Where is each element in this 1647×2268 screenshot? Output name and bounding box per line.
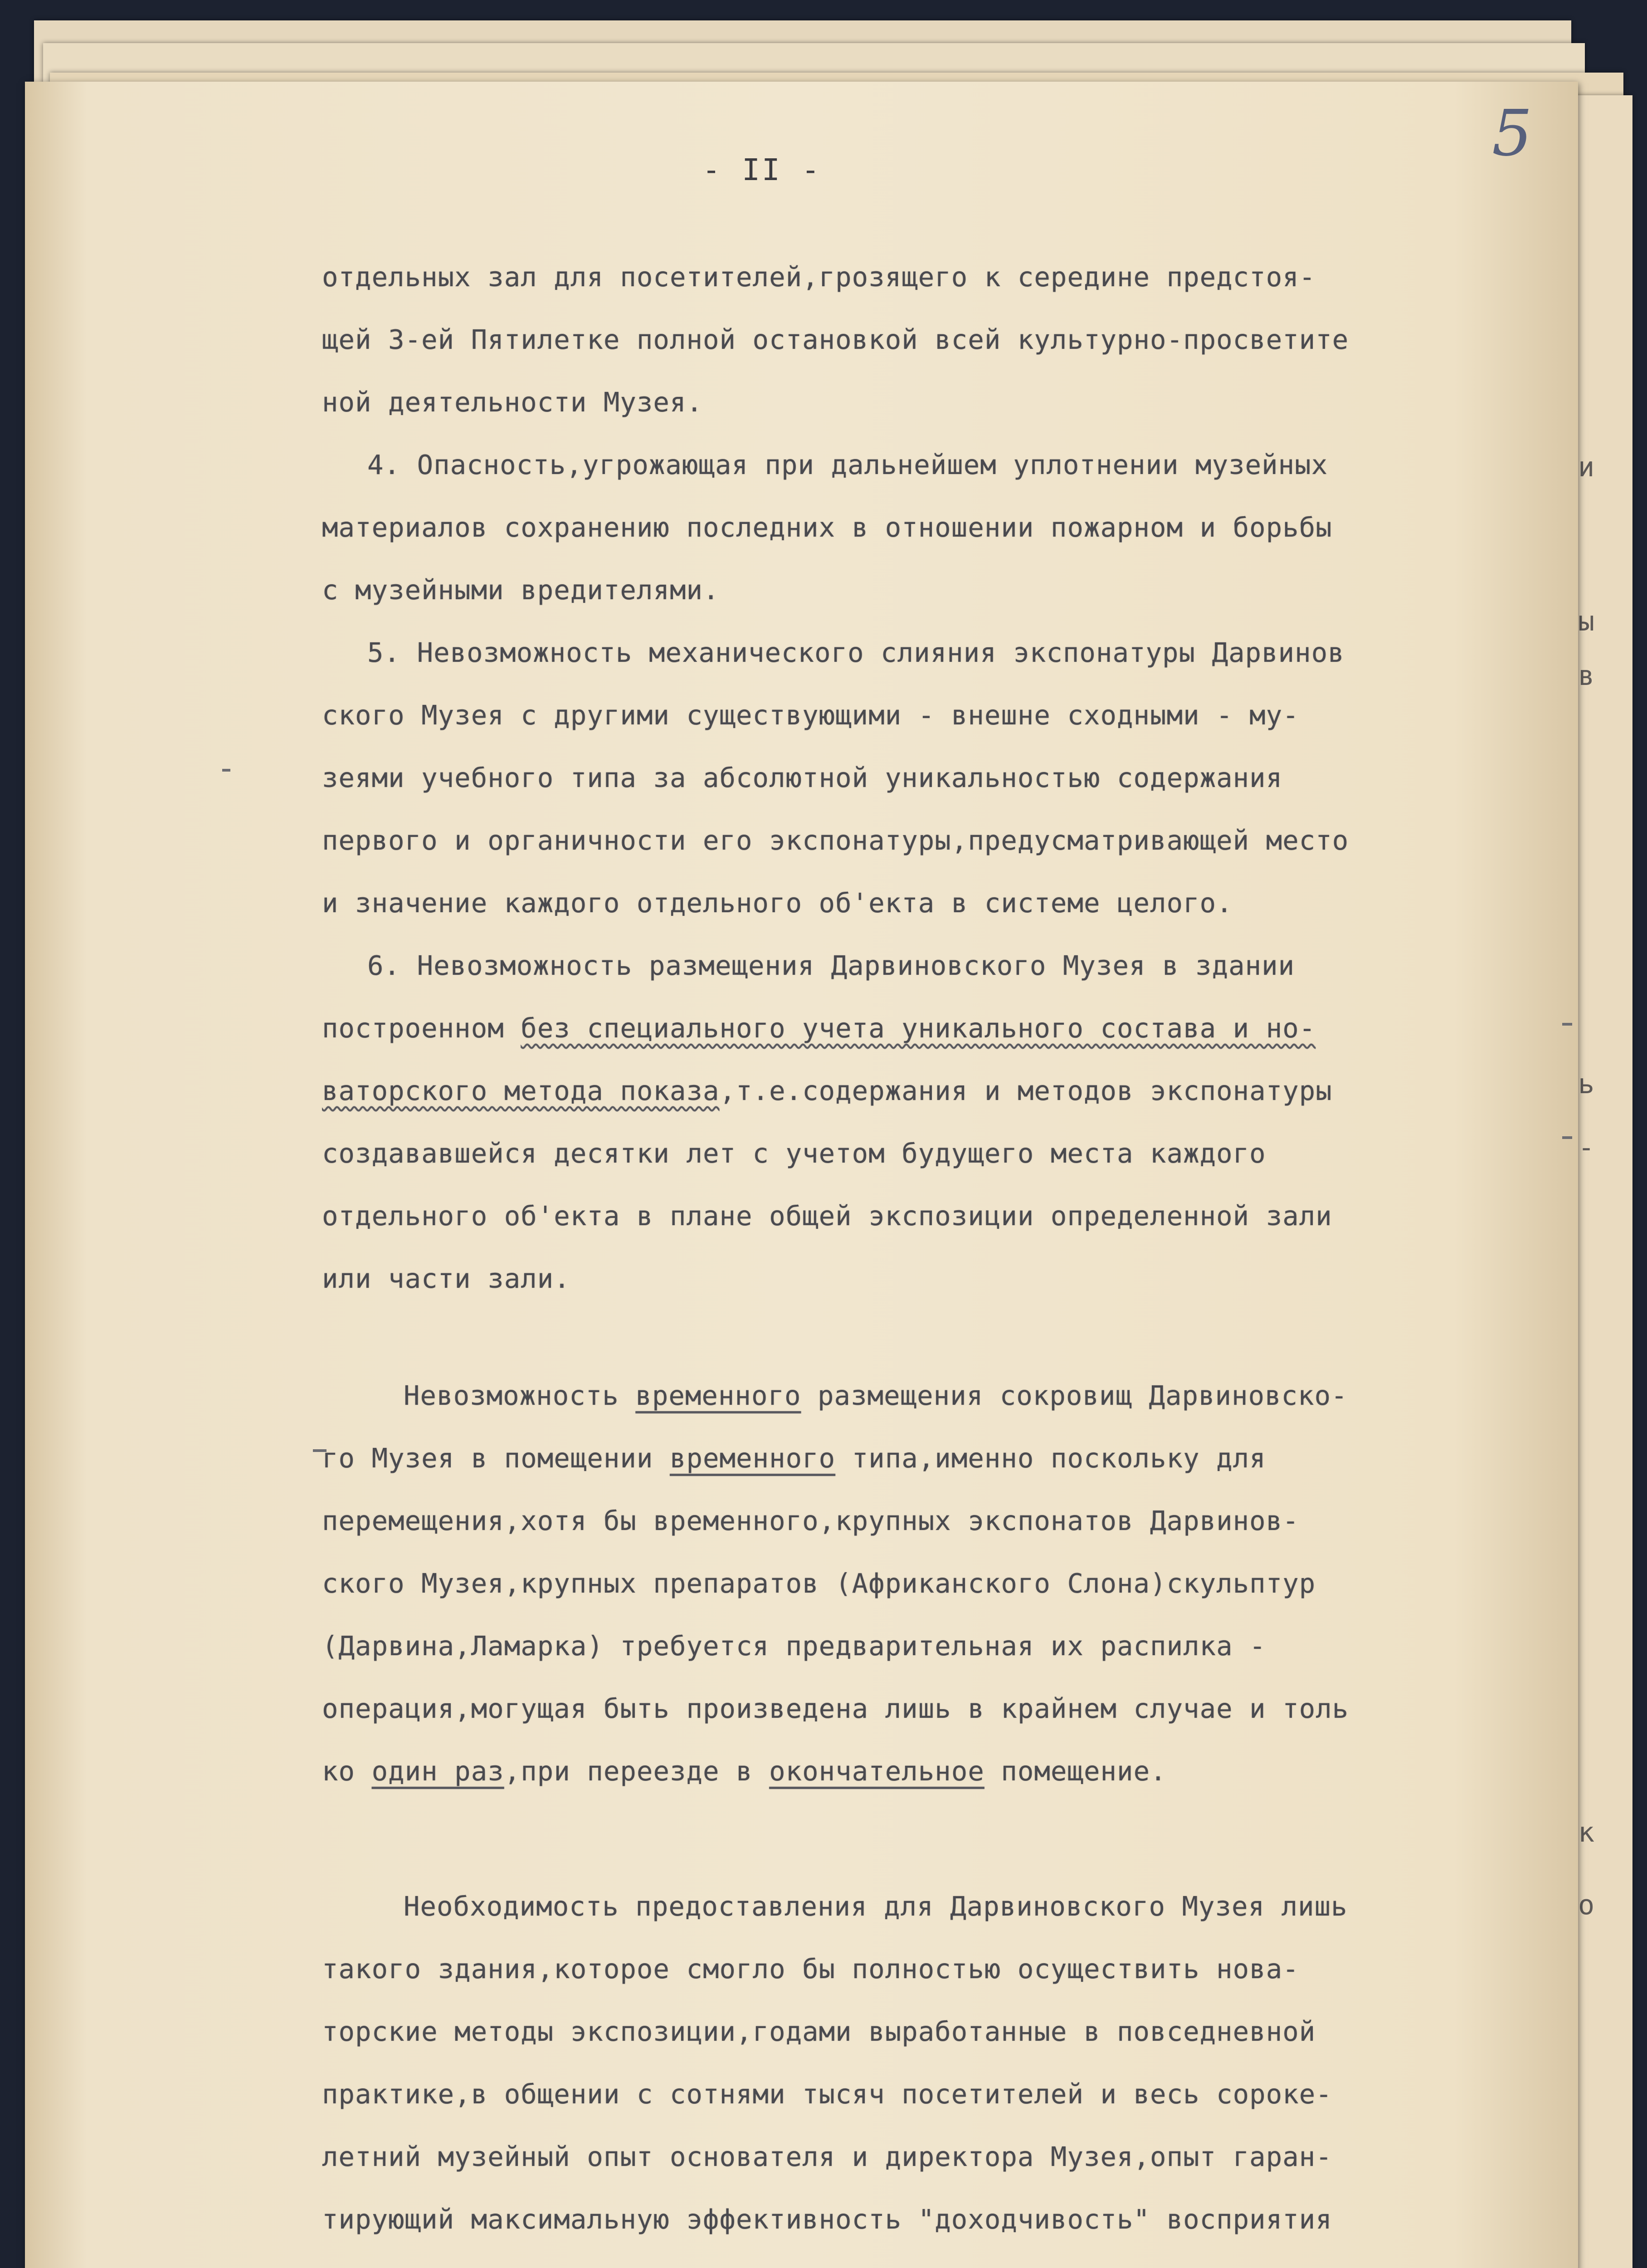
edge-fragment: ь <box>1578 1068 1595 1100</box>
text-line: или части зали. <box>322 1263 570 1294</box>
text-segment: ко <box>322 1755 372 1787</box>
text-line: 5. Невозможность механического слияния экспонатуры Дарвинов <box>367 637 1345 668</box>
text-line: перемещения,хотя бы временного,крупных экспонатов Дарвинов- <box>322 1505 1299 1536</box>
text-line: летний музейный опыт основателя и директора Музея,опыт гаран- <box>322 2141 1332 2172</box>
text-line: отдельных зал для посетителей,грозящего к середине предстоя- <box>322 261 1316 293</box>
document-body <box>322 246 1574 2251</box>
page-header: - II - <box>702 152 822 187</box>
text-line: создававшейся десятки лет с учетом будущего места каждого <box>322 1138 1266 1169</box>
text-line: (Дарвина,Ламарка) требуется предварительная их распилка - <box>322 1630 1266 1662</box>
edge-fragment: к <box>1578 1817 1595 1848</box>
underlined-text: временного <box>669 1442 836 1474</box>
underlined-text: окончательное <box>769 1755 984 1787</box>
text-line <box>322 997 1574 1060</box>
margin-mark <box>222 769 230 772</box>
underlined-text: временного <box>635 1380 801 1411</box>
paragraph-gap <box>322 1803 1574 1875</box>
underlined-text: без специального учета уникального состава и но- <box>521 1012 1316 1044</box>
edge-fragment: в <box>1578 660 1595 692</box>
text-line: 4. Опасность,угрожающая при дальнейшем уплотнении музейных <box>367 449 1328 480</box>
text-segment: помещение. <box>984 1755 1167 1787</box>
text-line: ной деятельности Музея. <box>322 386 703 418</box>
underlined-text: ваторского метода показа <box>322 1075 720 1106</box>
text-line: Необходимость предоставления для Дарвиновского Музея лишь <box>404 1891 1348 1922</box>
text-line: зеями учебного типа за абсолютной уникальностью содержания <box>322 762 1283 793</box>
text-line: ского Музея с другими существующими - внешне сходными - му- <box>322 699 1299 731</box>
paragraph-gap <box>322 1310 1574 1364</box>
text-line: и значение каждого отдельного об'екта в системе целого. <box>322 887 1233 919</box>
text-segment: ,т.е.содержания и методов экспонатуры <box>719 1075 1332 1106</box>
text-line <box>322 1740 1574 1803</box>
text-segment: ,при переезде в <box>504 1755 770 1787</box>
text-line: материалов сохранению последних в отношении пожарном и борьбы <box>322 512 1332 543</box>
text-line: отдельного об'екта в плане общей экспозиции определенной зали <box>322 1200 1332 1232</box>
text-line: торские методы экспозиции,годами выработанные в повседневной <box>322 2016 1316 2047</box>
edge-fragment: и <box>1578 451 1595 483</box>
handwritten-page-number: 5 <box>1492 97 1533 171</box>
edge-fragment: - <box>1578 1132 1595 1163</box>
text-line: операция,могущая быть произведена лишь в крайнем случае и толь <box>322 1693 1349 1724</box>
text-line: тирующий максимальную эффективность "доходчивость" восприятия <box>322 2204 1332 2235</box>
text-segment: го Музея в помещении <box>322 1442 670 1474</box>
text-line: практике,в общении с сотнями тысяч посетителей и весь сороке- <box>322 2078 1332 2110</box>
text-line: щей 3-ей Пятилетке полной остановкой всей культурно-просветите <box>322 324 1349 355</box>
text-line: с музейными вредителями. <box>322 574 720 606</box>
text-line: первого и органичности его экспонатуры,предусматривающей место <box>322 825 1349 856</box>
edge-fragment: о <box>1578 1889 1595 1921</box>
text-segment: размещения сокровищ Дарвиновско- <box>801 1380 1348 1411</box>
text-line: 6. Невозможность размещения Дарвиновского Музея в здании <box>367 950 1295 981</box>
text-segment: типа,именно поскольку для <box>835 1442 1266 1474</box>
underlying-sheet-edge-text <box>1578 451 1632 1950</box>
text-line <box>322 1364 1574 1427</box>
edge-fragment: ы <box>1578 606 1595 637</box>
text-segment: Невозможность <box>404 1380 636 1411</box>
text-segment: построенном <box>322 1012 521 1044</box>
text-line <box>322 1060 1574 1122</box>
text-line: такого здания,которое смогло бы полностью осуществить нова- <box>322 1953 1299 1984</box>
underlined-text: один раз <box>371 1755 504 1787</box>
text-line <box>322 1427 1574 1490</box>
text-line: ского Музея,крупных препаратов (Африканского Слона)скульптур <box>322 1568 1316 1599</box>
